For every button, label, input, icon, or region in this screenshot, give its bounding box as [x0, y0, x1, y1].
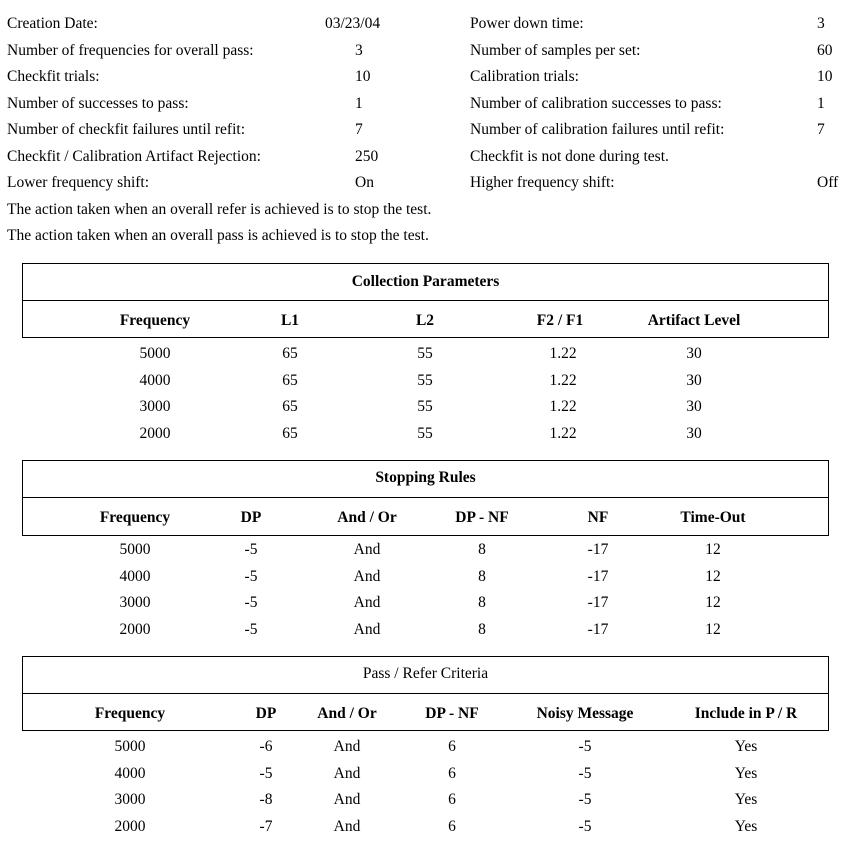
column-header: NF: [587, 509, 609, 526]
table-cell: Yes: [734, 738, 758, 755]
setting-value: On: [355, 174, 374, 191]
table-cell: 12: [705, 594, 721, 611]
table-cell: 8: [478, 594, 486, 611]
table-cell: -5: [578, 765, 592, 782]
table-cell: -5: [259, 765, 273, 782]
table-cell: 1.22: [549, 398, 577, 415]
table-cell: 30: [686, 345, 702, 362]
table-cell: 65: [282, 398, 298, 415]
table-cell: 5000: [119, 541, 151, 558]
setting-value: 03/23/04: [325, 15, 381, 32]
setting-value: 1: [355, 95, 363, 112]
table-cell: 1.22: [549, 425, 577, 442]
setting-label: Number of successes to pass:: [7, 95, 189, 112]
refer-action-note: The action taken when an overall refer is achieved is to stop the test.: [7, 201, 432, 218]
setting-label: Checkfit / Calibration Artifact Rejection:: [7, 148, 261, 165]
column-header: Frequency: [119, 312, 191, 329]
table-cell: -17: [587, 621, 609, 638]
table-cell: And: [333, 818, 361, 835]
table-cell: 55: [417, 425, 433, 442]
table-cell: 2000: [114, 818, 146, 835]
passrefer-title: Pass / Refer Criteria: [362, 665, 489, 682]
column-header: Noisy Message: [536, 705, 634, 722]
table-cell: And: [333, 738, 361, 755]
table-cell: 8: [478, 621, 486, 638]
table-cell: 3000: [119, 594, 151, 611]
table-cell: 65: [282, 372, 298, 389]
table-cell: -5: [578, 818, 592, 835]
table-cell: 30: [686, 372, 702, 389]
table-cell: Yes: [734, 791, 758, 808]
table-cell: -5: [578, 738, 592, 755]
pass-action-note: The action taken when an overall pass is achieved is to stop the test.: [7, 227, 429, 244]
column-header: DP: [255, 705, 277, 722]
setting-label: Number of calibration successes to pass:: [470, 95, 722, 112]
setting-label: Calibration trials:: [470, 68, 579, 85]
column-header: DP: [240, 509, 262, 526]
table-cell: 6: [448, 765, 456, 782]
column-header: Frequency: [94, 705, 166, 722]
setting-label: Power down time:: [470, 15, 584, 32]
table-cell: 30: [686, 398, 702, 415]
column-header: F2 / F1: [536, 312, 584, 329]
setting-label: Number of frequencies for overall pass:: [7, 42, 254, 59]
column-header: Time-Out: [680, 509, 746, 526]
table-cell: 55: [417, 372, 433, 389]
table-cell: 6: [448, 791, 456, 808]
table-cell: 8: [478, 568, 486, 585]
table-cell: 3000: [139, 398, 171, 415]
table-cell: 5000: [139, 345, 171, 362]
table-cell: Yes: [734, 765, 758, 782]
setting-value: 10: [817, 68, 833, 85]
table-cell: -6: [259, 738, 273, 755]
table-cell: -5: [244, 541, 258, 558]
table-cell: And: [353, 568, 381, 585]
table-cell: -5: [578, 791, 592, 808]
table-cell: -5: [244, 568, 258, 585]
table-cell: 6: [448, 738, 456, 755]
setting-label: Number of calibration failures until refit:: [470, 121, 725, 138]
column-header: DP - NF: [455, 509, 509, 526]
collection-title: Collection Parameters: [351, 273, 500, 290]
table-cell: 1.22: [549, 372, 577, 389]
table-cell: -5: [244, 594, 258, 611]
stopping-title: Stopping Rules: [375, 469, 476, 486]
table-cell: And: [353, 621, 381, 638]
column-header: DP - NF: [425, 705, 479, 722]
setting-value: 7: [817, 121, 825, 138]
column-header: And / Or: [337, 509, 397, 526]
table-cell: -7: [259, 818, 273, 835]
column-header: Artifact Level: [647, 312, 741, 329]
table-cell: 2000: [139, 425, 171, 442]
table-cell: 1.22: [549, 345, 577, 362]
setting-value: 1: [817, 95, 825, 112]
table-cell: 8: [478, 541, 486, 558]
stopping-divider: [22, 497, 829, 498]
table-cell: 2000: [119, 621, 151, 638]
table-cell: 4000: [119, 568, 151, 585]
table-cell: 12: [705, 568, 721, 585]
column-header: And / Or: [317, 705, 377, 722]
setting-label: Checkfit is not done during test.: [470, 148, 669, 165]
passrefer-divider: [22, 693, 829, 694]
setting-value: 60: [817, 42, 833, 59]
table-cell: And: [333, 765, 361, 782]
table-cell: 3000: [114, 791, 146, 808]
table-cell: -8: [259, 791, 273, 808]
setting-value: Off: [817, 174, 839, 191]
setting-label: Higher frequency shift:: [470, 174, 615, 191]
collection-divider: [22, 300, 829, 301]
setting-value: 7: [355, 121, 363, 138]
column-header: Frequency: [99, 509, 171, 526]
setting-label: Number of checkfit failures until refit:: [7, 121, 246, 138]
table-cell: 12: [705, 621, 721, 638]
table-cell: 5000: [114, 738, 146, 755]
table-cell: 55: [417, 398, 433, 415]
table-cell: 65: [282, 425, 298, 442]
setting-label: Lower frequency shift:: [7, 174, 150, 191]
table-cell: Yes: [734, 818, 758, 835]
table-cell: 65: [282, 345, 298, 362]
setting-value: 10: [355, 68, 371, 85]
setting-label: Number of samples per set:: [470, 42, 641, 59]
setting-value: 3: [355, 42, 363, 59]
table-cell: And: [333, 791, 361, 808]
column-header: L1: [280, 312, 300, 329]
column-header: Include in P / R: [694, 705, 798, 722]
setting-label: Creation Date:: [7, 15, 98, 32]
table-cell: -17: [587, 594, 609, 611]
table-cell: -5: [244, 621, 258, 638]
table-cell: And: [353, 594, 381, 611]
table-cell: 6: [448, 818, 456, 835]
column-header: L2: [415, 312, 435, 329]
setting-value: 3: [817, 15, 825, 32]
setting-label: Checkfit trials:: [7, 68, 100, 85]
table-cell: 4000: [114, 765, 146, 782]
setting-value: 250: [355, 148, 379, 165]
table-cell: -17: [587, 568, 609, 585]
table-cell: And: [353, 541, 381, 558]
table-cell: 12: [705, 541, 721, 558]
table-cell: 4000: [139, 372, 171, 389]
table-cell: -17: [587, 541, 609, 558]
table-cell: 55: [417, 345, 433, 362]
table-cell: 30: [686, 425, 702, 442]
